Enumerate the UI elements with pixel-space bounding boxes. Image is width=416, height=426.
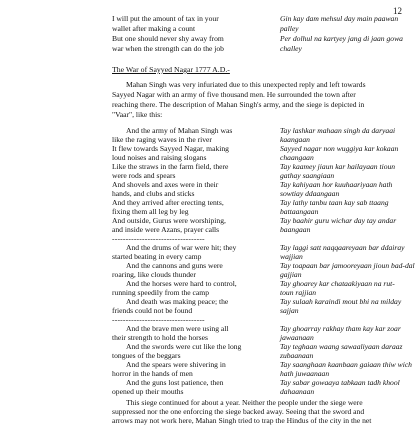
- intro-line: Sayyed Nagar with an army of five thousand men. He surrounded the town after: [112, 90, 356, 99]
- punjabi-verse: gathay saangiaan: [280, 171, 335, 180]
- punjabi-line: Per dolhul na kartyey jang di jaan gowa: [280, 34, 403, 43]
- punjabi-verse: wajjian: [280, 252, 303, 261]
- english-verse: like the raging waves in the river: [112, 135, 212, 144]
- punjabi-verse: Tay saanghaan kaanbaan gaiaan thiw wich: [280, 360, 412, 369]
- english-verse: horror in the hands of men: [112, 369, 193, 378]
- punjabi-verse: jawaanaan: [280, 333, 314, 342]
- punjabi-verse: chaangaan: [280, 153, 314, 162]
- english-line: wallet after making a count: [112, 24, 196, 33]
- english-verse: opened up their mouths: [112, 387, 184, 396]
- punjabi-verse: sajjan: [280, 306, 299, 315]
- english-verse: hands, and clubs and sticks: [112, 189, 195, 198]
- english-verse: And death was making peace; the: [126, 297, 229, 306]
- punjabi-verse: dahaanaan: [280, 387, 315, 396]
- punjabi-verse: Tay kahiyaan hor kuuhaariyaan hath: [280, 180, 393, 189]
- intro-line: reaching there. The description of Mahan Singh's army, and the siege is depicted in: [112, 100, 365, 109]
- couplet-row: [0, 34, 416, 44]
- intro-line: "Vaar", like this:: [112, 110, 163, 119]
- english-verse: And shovels and axes were in their: [112, 180, 219, 189]
- english-verse: started beating in every camp: [112, 252, 202, 261]
- couplet-row: [0, 44, 416, 54]
- punjabi-verse: Tay laggi satt naqqaareyaan bar ddairay: [280, 243, 405, 252]
- punjabi-verse: Tay lathy tanbu taan kay sab ttaang: [280, 198, 389, 207]
- punjabi-verse: Tay ghoarray rakhay tham kay kar zoar: [280, 324, 401, 333]
- section-heading: The War of Sayyed Nagar 1777 A.D.-: [112, 65, 230, 74]
- english-verse: And outside, Gurus were worshiping,: [112, 216, 226, 225]
- english-verse: fixing them all leg by leg: [112, 207, 189, 216]
- punjabi-verse: battaangaan: [280, 207, 319, 216]
- english-verse: running speedily from the camp: [112, 288, 210, 297]
- separator-line: ----------------------------------: [112, 315, 205, 324]
- punjabi-line: challey: [280, 44, 302, 53]
- punjabi-verse: Tay kaamey jiaun kar hailayaan tioun: [280, 162, 396, 171]
- english-verse: And they arrived after erecting tents,: [112, 198, 224, 207]
- punjabi-verse: Tay sabar gowaaya tabkaan tadh khool: [280, 378, 400, 387]
- paragraph-line: [0, 110, 416, 120]
- english-verse: roaring, like clouds thunder: [112, 270, 196, 279]
- punjabi-verse: baangaan: [280, 225, 311, 234]
- punjabi-verse: Tay baahir guru wichar day tay andar: [280, 216, 397, 225]
- paragraph-line: [0, 416, 416, 426]
- english-verse: And the brave men were using all: [126, 324, 229, 333]
- punjabi-verse: Tay ghoarey kar chataakiyaan na rut-: [280, 279, 395, 288]
- english-verse: Like the straws in the farm field, there: [112, 162, 229, 171]
- section-heading-row: [0, 65, 416, 75]
- punjabi-verse: hath juwaanaan: [280, 369, 330, 378]
- punjabi-verse: zubaanaan: [280, 351, 314, 360]
- english-line: But one should never shy away from: [112, 34, 224, 43]
- punjabi-line: Gin kay dam mehsul day main paawan: [280, 14, 399, 23]
- english-verse: And the swords were cut like the long: [126, 342, 242, 351]
- paragraph-line: [0, 100, 416, 110]
- english-verse: loud noises and raising slogans: [112, 153, 207, 162]
- english-verse: friends could not be found: [112, 306, 193, 315]
- punjabi-verse: Tay teghaan waang sawaaliyaan daraaz: [280, 342, 403, 351]
- english-verse: And the cannons and guns were: [126, 261, 223, 270]
- punjabi-verse: toun rajjian: [280, 288, 317, 297]
- couplet-row: [0, 24, 416, 34]
- punjabi-verse: gajjian: [280, 270, 302, 279]
- english-verse: And the guns lost patience, then: [126, 378, 224, 387]
- punjabi-verse: Sayyed nagar non wuggiya kar kokaan: [280, 144, 399, 153]
- intro-first-line: Mahan Singh was very infuriated due to this unexpected reply and left towards: [126, 80, 366, 89]
- closing-line: suppressed nor the one enforcing the siege backed away. Seeing that the sword and: [112, 407, 365, 416]
- punjabi-verse: Tay lashkar mahaan singh da daryaai: [280, 126, 396, 135]
- english-verse: And the horses were hard to control,: [126, 279, 237, 288]
- english-verse: were rods and spears: [112, 171, 176, 180]
- english-verse: tongues of the beggars: [112, 351, 181, 360]
- punjabi-verse: sowtiay ddaangaan: [280, 189, 340, 198]
- verse-row: [0, 387, 416, 397]
- english-verse: their strength to hold the horses: [112, 333, 208, 342]
- english-verse: And the drums of war were hit; they: [126, 243, 237, 252]
- english-verse: and inside were Azans, prayer calls: [112, 225, 220, 234]
- closing-first-line: This siege continued for about a year. Neither the people under the siege were: [126, 398, 363, 407]
- punjabi-verse: Tay sulaah karaindi mout bhi na milday: [280, 297, 402, 306]
- couplet-row: [0, 14, 416, 24]
- paragraph-line: [0, 80, 416, 90]
- english-line: war when the strength can do the job: [112, 44, 224, 53]
- english-verse: And the spears were shivering in: [126, 360, 226, 369]
- closing-line: arrows may not work here, Mahan Singh tried to trap the Hindus of the city in the net: [112, 416, 372, 425]
- separator-line: ----------------------------------: [112, 234, 205, 243]
- punjabi-verse: kaangaan: [280, 135, 310, 144]
- english-verse: It flew towards Sayyed Nagar, making: [112, 144, 229, 153]
- page-number: 12: [393, 6, 402, 16]
- punjabi-line: palley: [280, 24, 299, 33]
- paragraph-line: [0, 90, 416, 100]
- punjabi-verse: Tay toapaan bar jamooreyaan jioun bad-dal: [280, 261, 415, 270]
- english-line: I will put the amount of tax in your: [112, 14, 219, 23]
- english-verse: And the army of Mahan Singh was: [126, 126, 233, 135]
